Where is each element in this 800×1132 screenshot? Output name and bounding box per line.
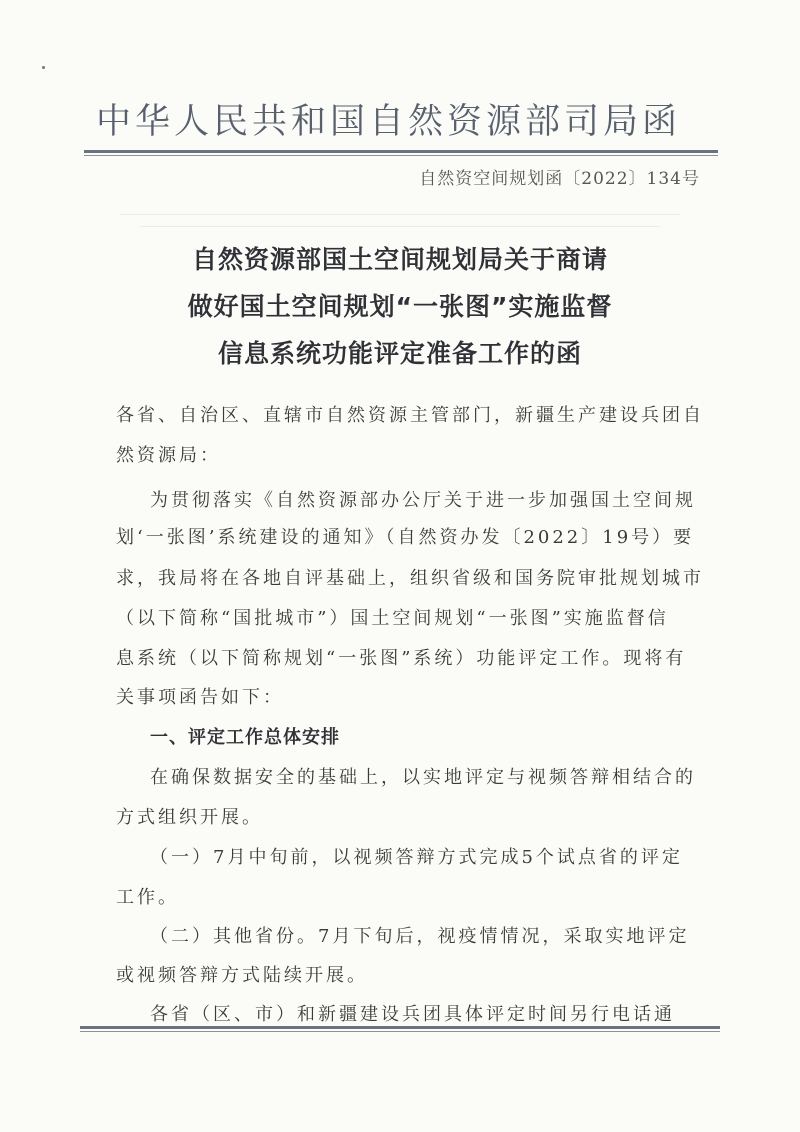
- closing-line: 各省（区、市）和新疆建设兵团具体评定时间另行电话通: [150, 1004, 675, 1025]
- document-title-line-2: 做好国土空间规划“一张图”实施监督: [187, 292, 613, 321]
- intro-line-1: 为贯彻落实《自然资源部办公厅关于进一步加强国土空间规: [150, 490, 696, 511]
- item-2-line-2: 或视频答辩方式陆续开展。: [116, 965, 368, 986]
- bleed-through-line: [120, 214, 680, 215]
- recipients-line-1: 各省、自治区、直辖市自然资源主管部门，新疆生产建设兵团自: [116, 405, 704, 426]
- footer-rule-thin: [80, 1031, 720, 1032]
- scan-speck: [42, 66, 45, 69]
- letterhead-title: 中华人民共和国自然资源部司局函: [96, 102, 682, 142]
- intro-line-6: 关事项函告如下：: [116, 687, 284, 708]
- recipients-line-2: 然资源局：: [116, 445, 221, 466]
- item-1-line-2: 工作。: [116, 887, 179, 908]
- section-1-heading: 一、评定工作总体安排: [150, 727, 340, 748]
- document-number: 自然资空间规划函〔2022〕134号: [419, 169, 700, 189]
- section-1-line-1: 在确保数据安全的基础上，以实地评定与视频答辩相结合的: [150, 767, 696, 788]
- intro-line-3: 求，我局将在各地自评基础上，组织省级和国务院审批规划城市: [116, 568, 704, 589]
- letterhead-rule: [84, 150, 718, 153]
- bleed-through-line: [140, 226, 660, 227]
- section-1-line-2: 方式组织开展。: [116, 807, 263, 828]
- document-title-line-3: 信息系统功能评定准备工作的函: [217, 339, 582, 368]
- intro-line-4: （以下简称“国批城市”）国土空间规划“一张图”实施监督信: [116, 608, 669, 629]
- item-1-line-1: （一）7月中旬前，以视频答辩方式完成5个试点省的评定: [150, 847, 683, 868]
- document-title-line-1: 自然资源部国土空间规划局关于商请: [191, 245, 608, 274]
- intro-line-5: 息系统（以下简称规划“一张图”系统）功能评定工作。现将有: [116, 648, 687, 669]
- item-2-line-1: （二）其他省份。7月下旬后，视疫情情况，采取实地评定: [150, 926, 690, 947]
- footer-rule: [80, 1026, 720, 1029]
- intro-line-2: 划‘一张图’系统建设的通知》（自然资办发〔2022〕19号）要: [116, 527, 695, 548]
- letterhead-rule-thin: [84, 155, 718, 156]
